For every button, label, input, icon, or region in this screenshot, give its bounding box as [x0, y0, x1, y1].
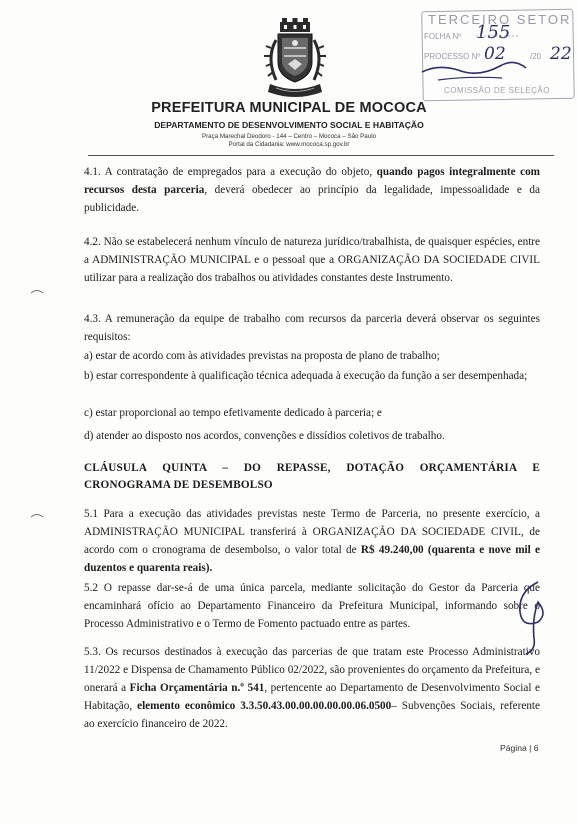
header-divider — [88, 155, 554, 156]
margin-mark — [30, 288, 44, 294]
paragraph-4-1 — [84, 163, 540, 217]
paragraph-5-3-middle: , pertencente ao Departamento de Desenvolvimento Social e Habitação, — [84, 682, 540, 712]
paragraph-5-3-end: – Subvenções Sociais, referente ao exercício financeiro de 2022. — [84, 700, 540, 730]
list-item-d: d) atender ao disposto nos acordos, convenções e dissídios coletivos de trabalho. — [84, 430, 445, 442]
stamp-processo-value: 02 — [484, 44, 506, 64]
paragraph-5-2: 5.2 O repasse dar-se-á de uma única parcela, mediante solicitação do Gestor da Parceria que encaminhará ofício ao Departamento Financeiro da Prefeitura Municipal, informando sobre o Processo Administrativo e o Termo de Fomento pactuado entre as partes. — [84, 582, 540, 630]
page-number: Página | 6 — [500, 743, 539, 753]
paragraph-4-1-rest: , deverá obedecer ao princípio da legalidade, impessoalidade e da publicidade. — [84, 184, 540, 214]
margin-mark — [30, 512, 44, 518]
list-item-a: a) estar de acordo com às atividades previstas na proposta de plano de trabalho; — [84, 350, 440, 362]
paragraph-4-1-intro: 4.1. A contratação de empregados para a execução do objeto, — [84, 166, 377, 178]
stamp-footer: COMISSÃO DE SELEÇÃO — [444, 86, 550, 95]
list-item-b: b) estar correspondente à qualificação técnica adequada à execução da função a ser desempenhada; — [84, 370, 528, 382]
paragraph-5-3 — [84, 643, 540, 733]
portal-line: Portal da Cidadania: www.mococa.sp.gov.br — [228, 141, 350, 148]
paragraph-4-2: 4.2. Não se estabelecerá nenhum vínculo de natureza jurídico/trabalhista, de quaisquer espécies, entre a ADMINISTRAÇÃO MUNICIPAL e o pessoal que a ORGANIZAÇÃO DA SOCIEDADE CIVIL utilizar para a realização dos trabalhos ou atividades constantes deste Instrumento. — [84, 236, 540, 284]
handwritten-rubric — [508, 578, 548, 658]
paragraph-5-3-element: elemento econômico 3.3.50.43.00.00.00.00.00.06.0500 — [137, 700, 392, 712]
municipality-title: PREFEITURA MUNICIPAL DE MOCOCA — [151, 100, 427, 116]
process-stamp — [418, 6, 576, 102]
coat-of-arms-logo — [262, 18, 328, 102]
stamp-processo-label: PROCESSO Nº — [424, 52, 481, 61]
stamp-folha-label: FOLHA Nº — [424, 32, 462, 41]
stamp-folha-value: 155 — [476, 22, 511, 43]
address-line: Praça Marechal Deodoro - 144 – Centro – Mococa – São Paulo — [201, 133, 377, 140]
department-name: DEPARTAMENTO DE DESENVOLVIMENTO SOCIAL E HABITAÇÃO — [154, 120, 424, 130]
paragraph-5-3-ficha: Ficha Orçamentária n.º 541 — [129, 682, 265, 694]
paragraph-5-1 — [84, 505, 540, 577]
paragraph-5-3-intro: 5.3. Os recursos destinados à execução das parcerias de que tratam este Processo Administrativo 11/2022 e Dispensa de Chamamento Público 02/2022, são provenientes do orçamento da Prefeitura, e onerará a — [84, 646, 540, 694]
paragraph-4-1-emphasis: quando pagos integralmente com recursos desta parceria — [84, 166, 540, 196]
clause-heading: CLÁUSULA QUINTA – DO REPASSE, DOTAÇÃO ORÇAMENTÁRIA E CRONOGRAMA DE DESEMBOLSO — [84, 462, 540, 491]
stamp-year-value: 22 — [550, 44, 572, 64]
paragraph-5-1-amount: R$ 49.240,00 (quarenta e nove mil e duzentos e quarenta reais). — [84, 544, 540, 574]
stamp-title: TERCEIRO SETOR — [428, 12, 572, 27]
paragraph-5-1-text: 5.1 Para a execução das atividades previstas neste Termo de Parceria, no presente exercício, a ADMINISTRAÇÃO MUNICIPAL transferirá à ORGANIZAÇÃO DA SOCIEDADE CIVIL, de acordo com o cronograma de desembolso, o valor total de — [84, 508, 540, 556]
paragraph-4-3: 4.3. A remuneração da equipe de trabalho com recursos da parceria deverá observar os seguintes requisitos: — [84, 313, 540, 343]
stamp-year-label: /20 — [530, 52, 542, 61]
list-item-c: c) estar proporcional ao tempo efetivamente dedicado à parceria; e — [84, 407, 382, 419]
